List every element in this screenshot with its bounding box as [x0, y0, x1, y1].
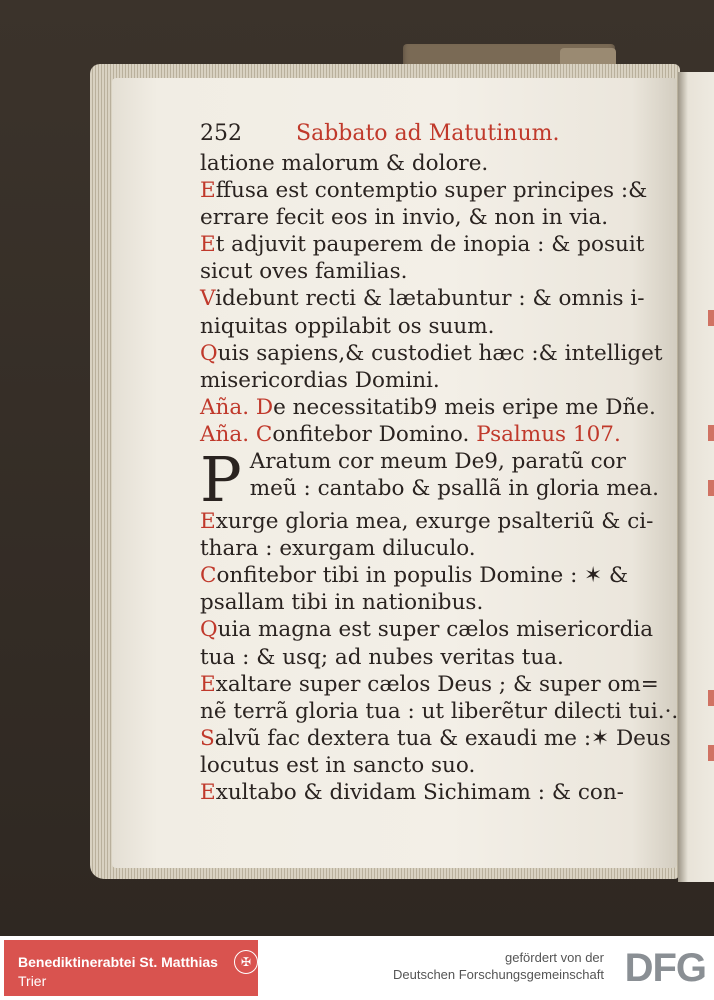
page-header — [200, 120, 650, 150]
antiphon-label: Aña. — [200, 394, 250, 420]
abbey-emblem-icon: ✠ — [234, 950, 258, 974]
psalm-rubric: Psalmus 107. — [476, 421, 621, 447]
psalm-line: psallam tibi in nationibus. — [200, 590, 484, 616]
psalm-big-initial: P — [200, 443, 242, 517]
funding-line-1: gefördert von der — [504, 950, 604, 965]
psalm-line: Exurge gloria mea, exurge psalteriũ & ci- — [200, 509, 654, 535]
text-line: latione malorum & dolore. — [200, 151, 489, 176]
antiphon-line: Aña. De necessitatib9 meis eripe me Dñe. — [200, 394, 656, 420]
institution-name: Benediktinerabtei St. Matthias — [18, 954, 218, 970]
psalm-line: Quia magna est super cælos misericordia — [200, 617, 654, 643]
psalm-line: meũ : cantabo & psallã in gloria mea. — [249, 476, 659, 502]
page-number: 252 — [200, 121, 242, 146]
text-line: sicut oves familias. — [200, 259, 408, 285]
text-line: misericordias Domini. — [200, 367, 440, 393]
page-text — [200, 120, 679, 806]
institution-city: Trier — [18, 973, 47, 989]
text-line: Videbunt recti & lætabuntur : & omnis i- — [200, 286, 645, 312]
text-line: errare fecit eos in invio, & non in via. — [200, 205, 609, 231]
psalm-line: Confitebor tibi in populis Domine : ✶ & — [200, 563, 629, 589]
psalm-line: thara : exurgam diluculo. — [200, 536, 476, 562]
institution-logo[interactable] — [4, 940, 258, 996]
psalm-line: Salvũ fac dextera tua & exaudi me :✶ Deus — [200, 725, 671, 751]
psalm-line: Aratum cor meum De9, paratũ cor — [249, 449, 626, 475]
psalm-line: Exaltare super cælos Deus ; & super om= — [200, 671, 659, 697]
antiphon-line: Aña. Confitebor Domino. Psalmus 107. — [200, 421, 621, 447]
psalm-line: locutus est in sancto suo. — [200, 752, 476, 778]
psalm-line: tua : & usq; ad nubes veritas tua. — [200, 644, 564, 670]
psalm-line: Exultabo & dividam Sichimam : & con- — [200, 779, 624, 805]
text-line: Effusa est contemptio super principes :& — [200, 178, 648, 204]
funding-line-2: Deutschen Forschungsgemeinschaft — [392, 967, 604, 982]
antiphon-label: Aña. — [200, 421, 250, 447]
text-line: Et adjuvit pauperem de inopia : & posuit — [200, 232, 645, 258]
text-line: niquitas oppilabit os suum. — [200, 313, 495, 339]
dfg-logo[interactable]: DFG — [624, 946, 706, 990]
psalm-line: nẽ terrã gloria tua : ut liberẽtur dilecti tui.·. — [200, 698, 679, 724]
running-head: Sabbato ad Matutinum. — [296, 121, 560, 146]
footer-bar — [0, 936, 714, 1000]
text-line: Quis sapiens,& custodiet hæc :& intelliget — [200, 340, 663, 366]
